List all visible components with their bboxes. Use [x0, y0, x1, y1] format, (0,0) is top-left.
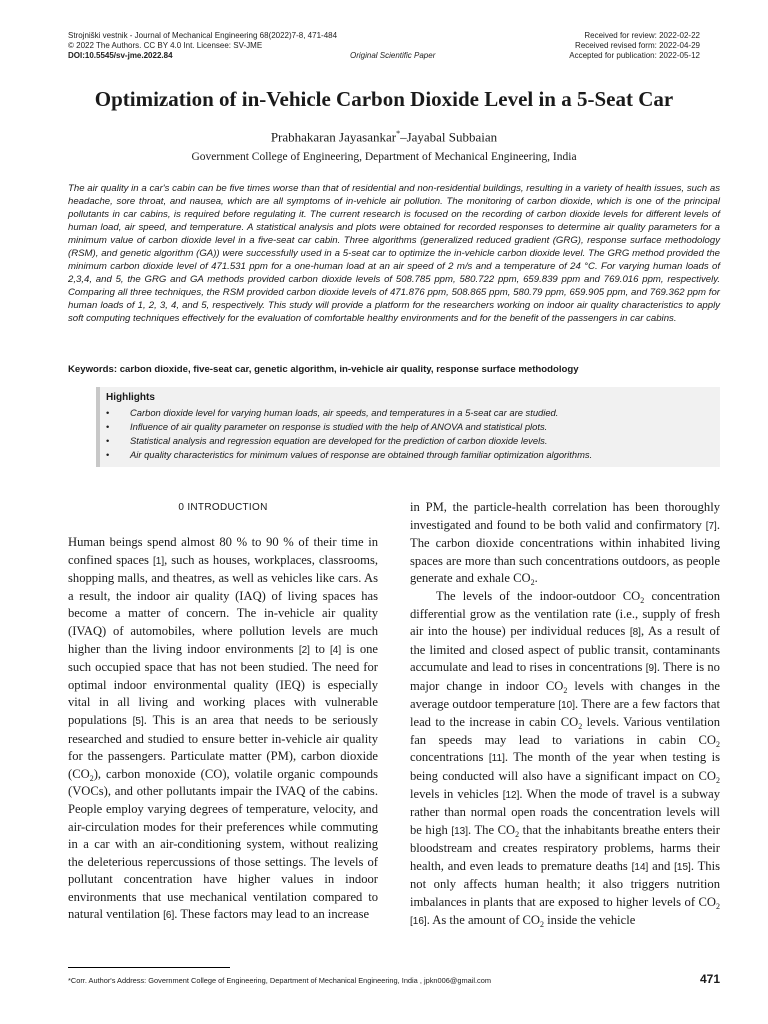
received-date: Received for review: 2022-02-22 — [584, 31, 700, 40]
review-dates — [569, 31, 700, 61]
journal-name: Strojniški vestnik - Journal of Mechanical Engineering 68(2022)7-8, 471-484 — [68, 31, 338, 40]
citation-link[interactable]: [12] — [502, 789, 520, 801]
highlights-box — [96, 387, 720, 467]
highlight-item: • Air quality characteristics for minimum values of response are obtained through familiar optimization algorithms. — [106, 448, 593, 460]
license-line: © 2022 The Authors. CC BY 4.0 Int. Licensee: SV-JME — [68, 41, 263, 50]
body-column-right — [410, 499, 720, 930]
citation-link[interactable]: [2] — [298, 644, 310, 656]
highlights-heading: Highlights — [106, 392, 155, 403]
journal-header — [68, 31, 337, 61]
paragraph: in PM, the particle-health correlation has been thoroughly investigated and found to be both valid and confirmatory [7]. The carbon dioxide concentrations within inhabited living spaces are more than such concentrations outdoors, as people generate and exhale $CO_2$. — [410, 500, 720, 588]
citation-link[interactable]: [7] — [705, 520, 717, 532]
corresponding-mark: * — [396, 129, 401, 138]
citation-link[interactable]: [6] — [163, 910, 175, 922]
author-separator: – — [400, 129, 407, 145]
highlight-item: • Influence of air quality parameter on response is studied with the help of ANOVA and statistical plots. — [106, 420, 548, 432]
accepted-date: Accepted for publication: 2022-05-12 — [569, 51, 700, 60]
author-list — [0, 129, 768, 145]
bullet-icon: • — [106, 420, 110, 432]
page-number: 471 — [699, 972, 720, 986]
body-column-left — [68, 534, 378, 925]
citation-link[interactable]: [16] — [410, 915, 427, 927]
citation-link[interactable]: [15] — [674, 861, 691, 873]
keywords: Keywords: carbon dioxide, five-seat car, genetic algorithm, in-vehicle air quality, response surface methodology — [68, 364, 579, 375]
citation-link[interactable]: [10] — [558, 699, 576, 711]
paper-type: Original Scientific Paper — [350, 51, 436, 60]
highlights-list — [106, 406, 720, 462]
bullet-icon: • — [106, 434, 110, 446]
author-1: Prabhakaran Jayasankar — [270, 129, 397, 145]
citation-link[interactable]: [4] — [330, 644, 342, 656]
citation-link[interactable]: [8] — [629, 627, 641, 639]
citation-link[interactable]: [13] — [451, 825, 469, 837]
revised-date: Received revised form: 2022-04-29 — [575, 41, 700, 50]
citation-link[interactable]: [9] — [645, 663, 657, 675]
section-heading: 0 INTRODUCTION — [178, 502, 268, 513]
paragraph: The levels of the indoor-outdoor $CO_2$ concentration differential grow as the ventilation rate (i.e., supply of fresh air into the house) per individual reduces [8], As a result of the limited and closed aspect of public transit, contaminants accumulate and lead to rises in concentrations [9]. There is no major change in indoor $CO_2$ levels with changes in the average outdoor temperature [10]. There are a few factors that lead to the increase in cabin $CO_2$ levels. Various ventilation fan speeds may lead to variations in cabin $CO_2$ concentrations [11]. The month of the year when testing is being conducted will also have a significant impact on $CO_2$ levels in vehicles [12]. When the mode of travel is a subway rather than normal open roads the concentration levels will be high [13]. The $CO_2$ that the inhabitants breathe enters their bloodstream and creates respiratory problems, harms their health, and even leads to premature deaths [14] and [15]. This not only affects human health; it also triggers nutrition imbalances in plants that are exposed to higher levels of $CO_2$ [16]. As the amount of $CO_2$ inside the vehicle — [410, 588, 721, 929]
highlight-item: • Carbon dioxide level for varying human loads, air speeds, and temperatures in a 5-seat car are studied. — [106, 407, 559, 418]
citation-link[interactable]: [5] — [132, 715, 144, 727]
paper-title: Optimization of in-Vehicle Carbon Dioxide Level in a 5-Seat Car — [94, 87, 674, 111]
doi-link[interactable]: DOI:10.5545/sv-jme.2022.84 — [68, 51, 173, 60]
citation-link[interactable]: [1] — [152, 555, 165, 567]
bullet-icon: • — [106, 407, 110, 418]
citation-link[interactable]: [11] — [488, 753, 505, 765]
paragraph: Human beings spend almost 80 % to 90 % of their time in confined spaces [1], such as houses, workplaces, classrooms, shopping malls, and theatres, as well as vehicles like cars. As a result, the indoor air quality (IAQ) of living spaces has become a matter of concern. The in-vehicle air quality (IVAQ) of automobiles, where pollution levels are much higher than the living indoor environments [2] to [4] is one such occupied space that has not been studied. The need for optimal indoor environmental quality (IEQ) is especially vital in all living and working places with vulnerable populations [5]. This is an area that needs to be seriously researched and studied to ensure better in-vehicle air quality for the passengers. Particulate matter (PM), carbon dioxide $(CO_2)$, carbon monoxide (CO), volatile organic compounds (VOCs), and other pollutants impair the IVAQ of the cabins. People employ varying degrees of temperature, velocity, and air-circulation modes for their preferences while commuting in a car with an air-conditioning system, without realizing the deleterious repercussions of those settings. The levels of pollutant concentration have higher values in indoor environments that use mechanical ventilation compared to natural ventilation [6]. These factors may lead to an increase — [68, 535, 378, 922]
footnote-rule — [68, 967, 230, 968]
abstract: The air quality in a car's cabin can be five times worse than that of residential and non-residential buildings, resulting in a variety of health issues, such as headache, sore throat, and nausea, which are all symptoms of in-vehicle air pollution. The monitoring of carbon dioxide, which is one of the principal pollutants in car cabins, is required before regulating it. The current research is focused on the recording of carbon dioxide levels for different levels of human load, air speed, and temperature. A statistical analysis and plots were obtained for recorded responses to determine air quality parameters for a minimum value of carbon dioxide level in a five-seat car cabin. Three algorithms (generalized reduced gradient (GRG), response surface methodology (RSM), and genetic algorithm (GA)) were successfully used in a 5-seat car to optimize the in-vehicle carbon dioxide level. The GRG method provided the minimum carbon dioxide level of 471.531 ppm for a one-human load at an air speed of 2 m/s and a temperature of 24 °C. For varying human loads of 2,3,4, and 5, the GRG and GA methods provided carbon dioxide levels of 508.785 ppm, 580.722 ppm, 659.839 ppm and 769.016 ppm, respectively. Comparing all three techniques, the RSM provided carbon dioxide levels of 471.876 ppm, 508.865 ppm, 580.79 ppm, 659.905 ppm, and 769.362 ppm for human loads of 1, 2, 3, 4, and 5, respectively. This study will provide a platform for the researchers working on indoor air quality characteristics to apply soft computing techniques effectively for the evaluation of comfortable healthy environments and for the benefit of the passengers in car cabins. — [68, 183, 720, 324]
footnote: *Corr. Author's Address: Government College of Engineering, Department of Mechanical Engineering, India , jpkn006@gmail.com — [68, 976, 492, 985]
affiliation: Government College of Engineering, Department of Mechanical Engineering, India — [191, 151, 577, 163]
author-2: Jayabal Subbaian — [406, 129, 498, 145]
bullet-icon: • — [106, 448, 110, 460]
citation-link[interactable]: [14] — [631, 861, 649, 873]
highlight-item: • Statistical analysis and regression equation are developed for the prediction of carbon dioxide levels. — [106, 434, 548, 446]
